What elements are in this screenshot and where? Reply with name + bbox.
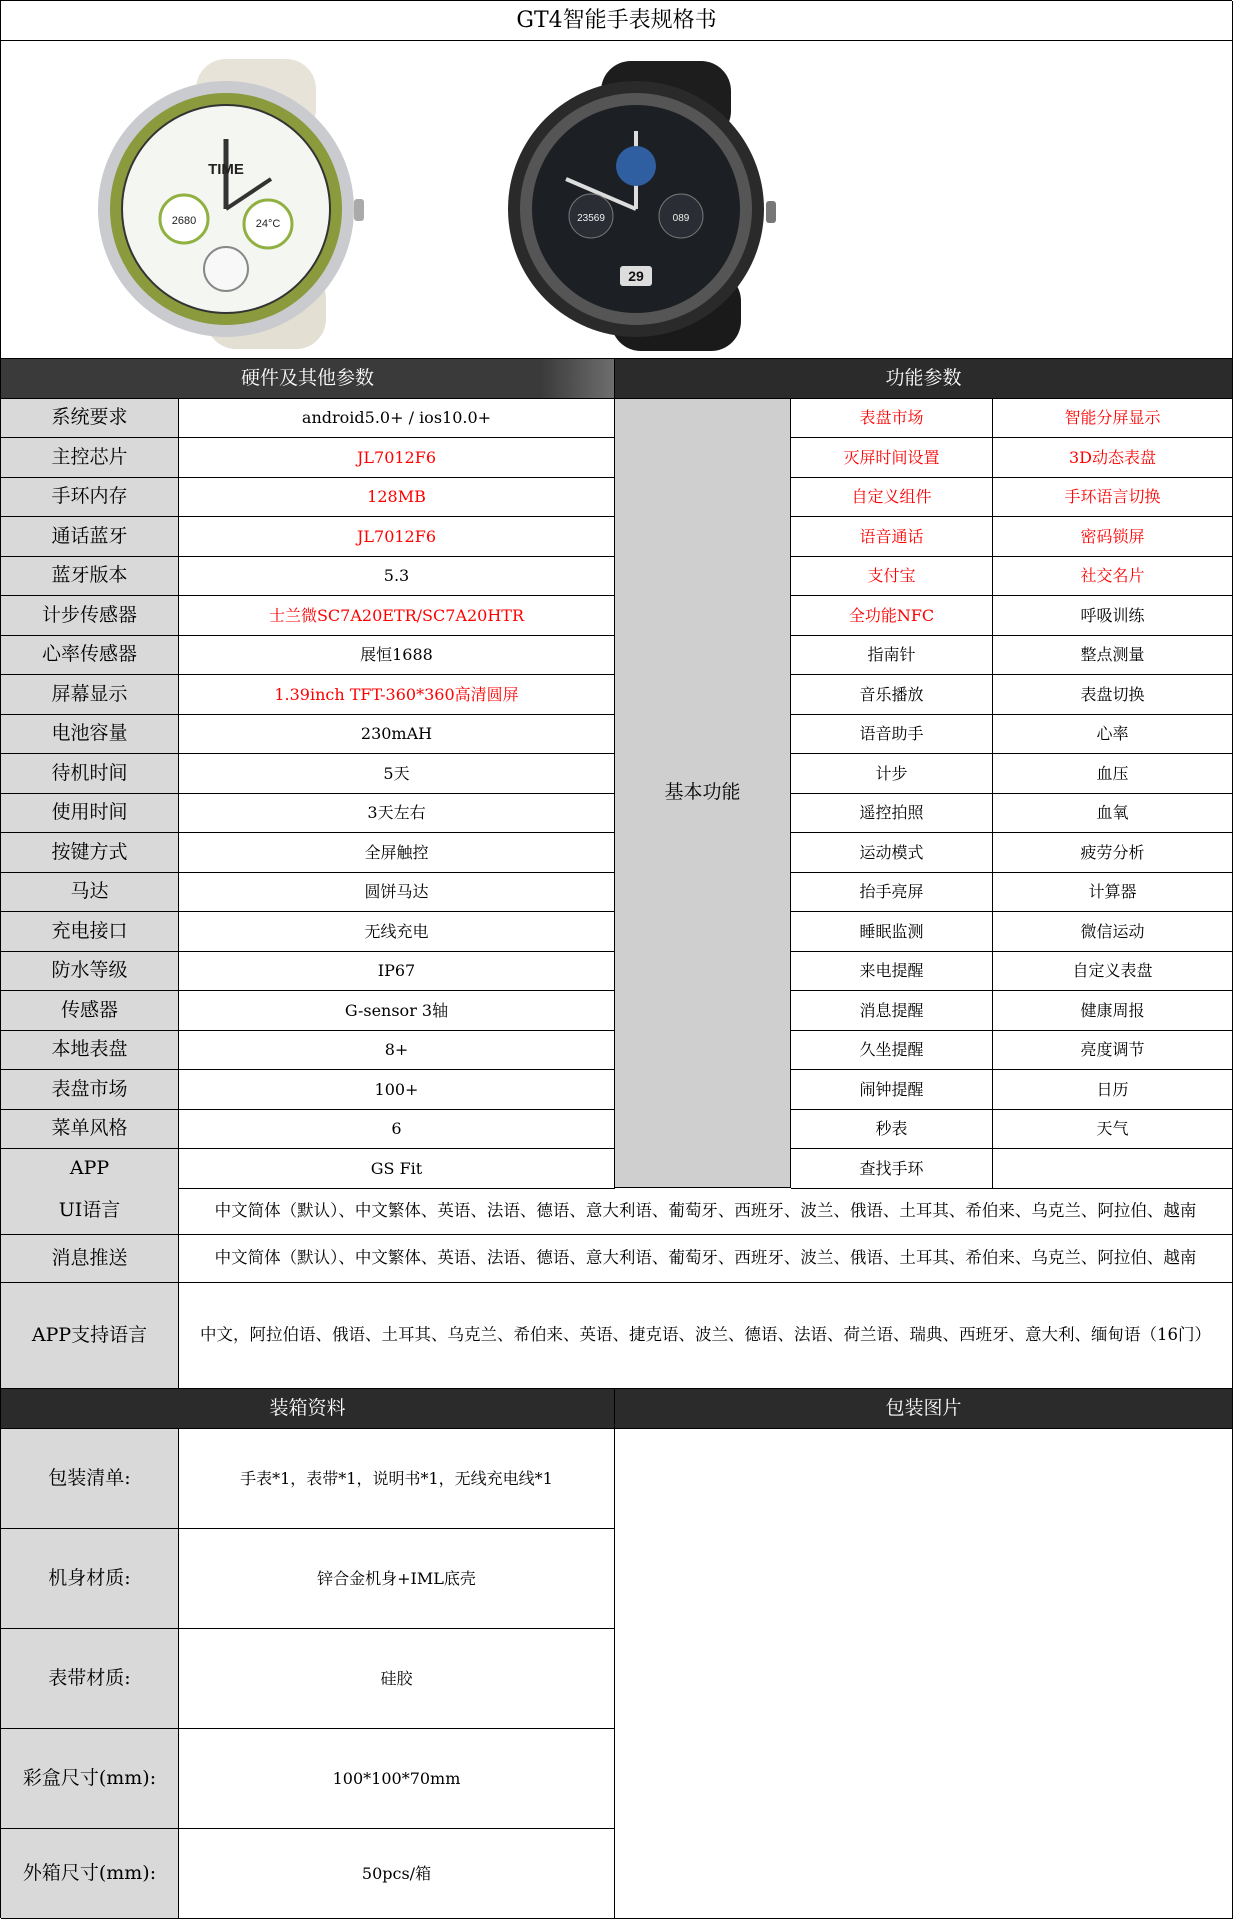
function-item: 心率 [993, 715, 1233, 754]
function-item: 表盘市场 [791, 399, 993, 438]
spec-value: 5天 [179, 754, 615, 794]
spec-label: 菜单风格 [1, 1110, 179, 1149]
product-photo-area [1, 41, 1233, 359]
function-item: 智能分屏显示 [993, 399, 1233, 438]
function-item: 亮度调节 [993, 1031, 1233, 1070]
function-item: 整点测量 [993, 636, 1233, 675]
function-item: 血氧 [993, 794, 1233, 833]
spec-value: 5.3 [179, 557, 615, 596]
packing-label: 包装清单: [1, 1429, 179, 1529]
function-item: 手环语言切换 [993, 478, 1233, 517]
function-item: 天气 [993, 1110, 1233, 1149]
spec-value: 3天左右 [179, 794, 615, 833]
function-item: 自定义表盘 [993, 952, 1233, 991]
spec-label: 蓝牙版本 [1, 557, 179, 596]
spec-value: 圆饼马达 [179, 873, 615, 912]
spec-value: 100+ [179, 1070, 615, 1110]
basic-functions-label: 基本功能 [615, 399, 791, 1188]
packing-value: 手表*1，表带*1，说明书*1，无线充电线*1 [179, 1429, 615, 1529]
spec-label: 传感器 [1, 991, 179, 1031]
packing-value: 100*100*70mm [179, 1729, 615, 1829]
function-item: 全功能NFC [791, 596, 993, 636]
spec-value: G-sensor 3轴 [179, 991, 615, 1031]
packing-label: 彩盒尺寸(mm): [1, 1729, 179, 1829]
app-language-value: 中文，阿拉伯语、俄语、土耳其、乌克兰、希伯来、英语、捷克语、波兰、德语、法语、荷兰语、瑞典、西班牙、意大利、缅甸语（16门） [179, 1283, 1233, 1389]
document-title: GT4智能手表规格书 [1, 1, 1233, 41]
spec-value: 士兰微SC7A20ETR/SC7A20HTR [179, 596, 615, 636]
ui-language-label: UI语言 [1, 1188, 179, 1235]
spec-label: 电池容量 [1, 715, 179, 754]
function-item: 表盘切换 [993, 675, 1233, 715]
spec-label: 手环内存 [1, 478, 179, 517]
packing-value: 锌合金机身+IML底壳 [179, 1529, 615, 1629]
spec-label: 本地表盘 [1, 1031, 179, 1070]
spec-value: IP67 [179, 952, 615, 991]
message-push-label: 消息推送 [1, 1235, 179, 1283]
silver-right-value: 24°C [255, 218, 281, 230]
function-item: 呼吸训练 [993, 596, 1233, 636]
spec-label: 使用时间 [1, 794, 179, 833]
packing-value: 50pcs/箱 [179, 1829, 615, 1919]
packing-label: 外箱尺寸(mm): [1, 1829, 179, 1919]
spec-value: 230mAH [179, 715, 615, 754]
function-item: 日历 [993, 1070, 1233, 1110]
spec-label: 马达 [1, 873, 179, 912]
spec-value: 6 [179, 1110, 615, 1149]
silver-face-label: TIME [208, 161, 244, 178]
spec-label: 计步传感器 [1, 596, 179, 636]
packing-value: 硅胶 [179, 1629, 615, 1729]
spec-label: 系统要求 [1, 399, 179, 438]
spec-value: 无线充电 [179, 912, 615, 952]
spec-value: JL7012F6 [179, 517, 615, 557]
message-push-value: 中文简体（默认）、中文繁体、英语、法语、德语、意大利语、葡萄牙、西班牙、波兰、俄语、土耳其、希伯来、乌克兰、阿拉伯、越南 [179, 1235, 1233, 1283]
black-right-value: 089 [672, 213, 690, 224]
spec-value: android5.0+ / ios10.0+ [179, 399, 615, 438]
packing-image-area [615, 1429, 1233, 1919]
function-item: 来电提醒 [791, 952, 993, 991]
function-item: 3D动态表盘 [993, 438, 1233, 478]
spec-value: 1.39inch TFT-360*360高清圆屏 [179, 675, 615, 715]
spec-value: GS Fit [179, 1149, 615, 1189]
function-item: 血压 [993, 754, 1233, 794]
black-left-value: 23569 [577, 213, 605, 224]
function-item: 运动模式 [791, 833, 993, 873]
ui-language-value: 中文简体（默认）、中文繁体、英语、法语、德语、意大利语、葡萄牙、西班牙、波兰、俄语、土耳其、希伯来、乌克兰、阿拉伯、越南 [179, 1188, 1233, 1235]
function-item: 灭屏时间设置 [791, 438, 993, 478]
packing-header: 装箱资料 [1, 1389, 615, 1429]
hardware-header: 硬件及其他参数 [1, 359, 615, 399]
packing-label: 表带材质: [1, 1629, 179, 1729]
function-item: 自定义组件 [791, 478, 993, 517]
function-item [993, 1149, 1233, 1189]
spec-label: 充电接口 [1, 912, 179, 952]
spec-label: 主控芯片 [1, 438, 179, 478]
spec-label: 表盘市场 [1, 1070, 179, 1110]
spec-label: 心率传感器 [1, 636, 179, 675]
function-item: 久坐提醒 [791, 1031, 993, 1070]
spec-value: 8+ [179, 1031, 615, 1070]
spec-value: 全屏触控 [179, 833, 615, 873]
function-item: 音乐播放 [791, 675, 993, 715]
function-item: 消息提醒 [791, 991, 993, 1031]
spec-label: 按键方式 [1, 833, 179, 873]
function-item: 秒表 [791, 1110, 993, 1149]
function-item: 支付宝 [791, 557, 993, 596]
function-item: 查找手环 [791, 1149, 993, 1189]
function-item: 语音助手 [791, 715, 993, 754]
function-item: 社交名片 [993, 557, 1233, 596]
function-item: 指南针 [791, 636, 993, 675]
spec-label: 待机时间 [1, 754, 179, 794]
function-item: 闹钟提醒 [791, 1070, 993, 1110]
app-language-label: APP支持语言 [1, 1283, 179, 1389]
function-item: 抬手亮屏 [791, 873, 993, 912]
spec-label: 通话蓝牙 [1, 517, 179, 557]
packing-label: 机身材质: [1, 1529, 179, 1629]
function-item: 微信运动 [993, 912, 1233, 952]
function-item: 遥控拍照 [791, 794, 993, 833]
function-item: 计步 [791, 754, 993, 794]
spec-label: 防水等级 [1, 952, 179, 991]
silver-left-value: 2680 [171, 215, 197, 227]
function-item: 疲劳分析 [993, 833, 1233, 873]
black-center-value: 29 [628, 268, 644, 284]
packing-image-header: 包装图片 [615, 1389, 1233, 1429]
function-item: 睡眠监测 [791, 912, 993, 952]
black-watch-image [496, 61, 781, 351]
spec-value: JL7012F6 [179, 438, 615, 478]
spec-label: APP [1, 1149, 179, 1189]
silver-watch-image [86, 59, 366, 349]
functions-header: 功能参数 [615, 359, 1233, 399]
function-item: 密码锁屏 [993, 517, 1233, 557]
function-item: 计算器 [993, 873, 1233, 912]
spec-value: 展恒1688 [179, 636, 615, 675]
function-item: 语音通话 [791, 517, 993, 557]
function-item: 健康周报 [993, 991, 1233, 1031]
spec-label: 屏幕显示 [1, 675, 179, 715]
spec-value: 128MB [179, 478, 615, 517]
